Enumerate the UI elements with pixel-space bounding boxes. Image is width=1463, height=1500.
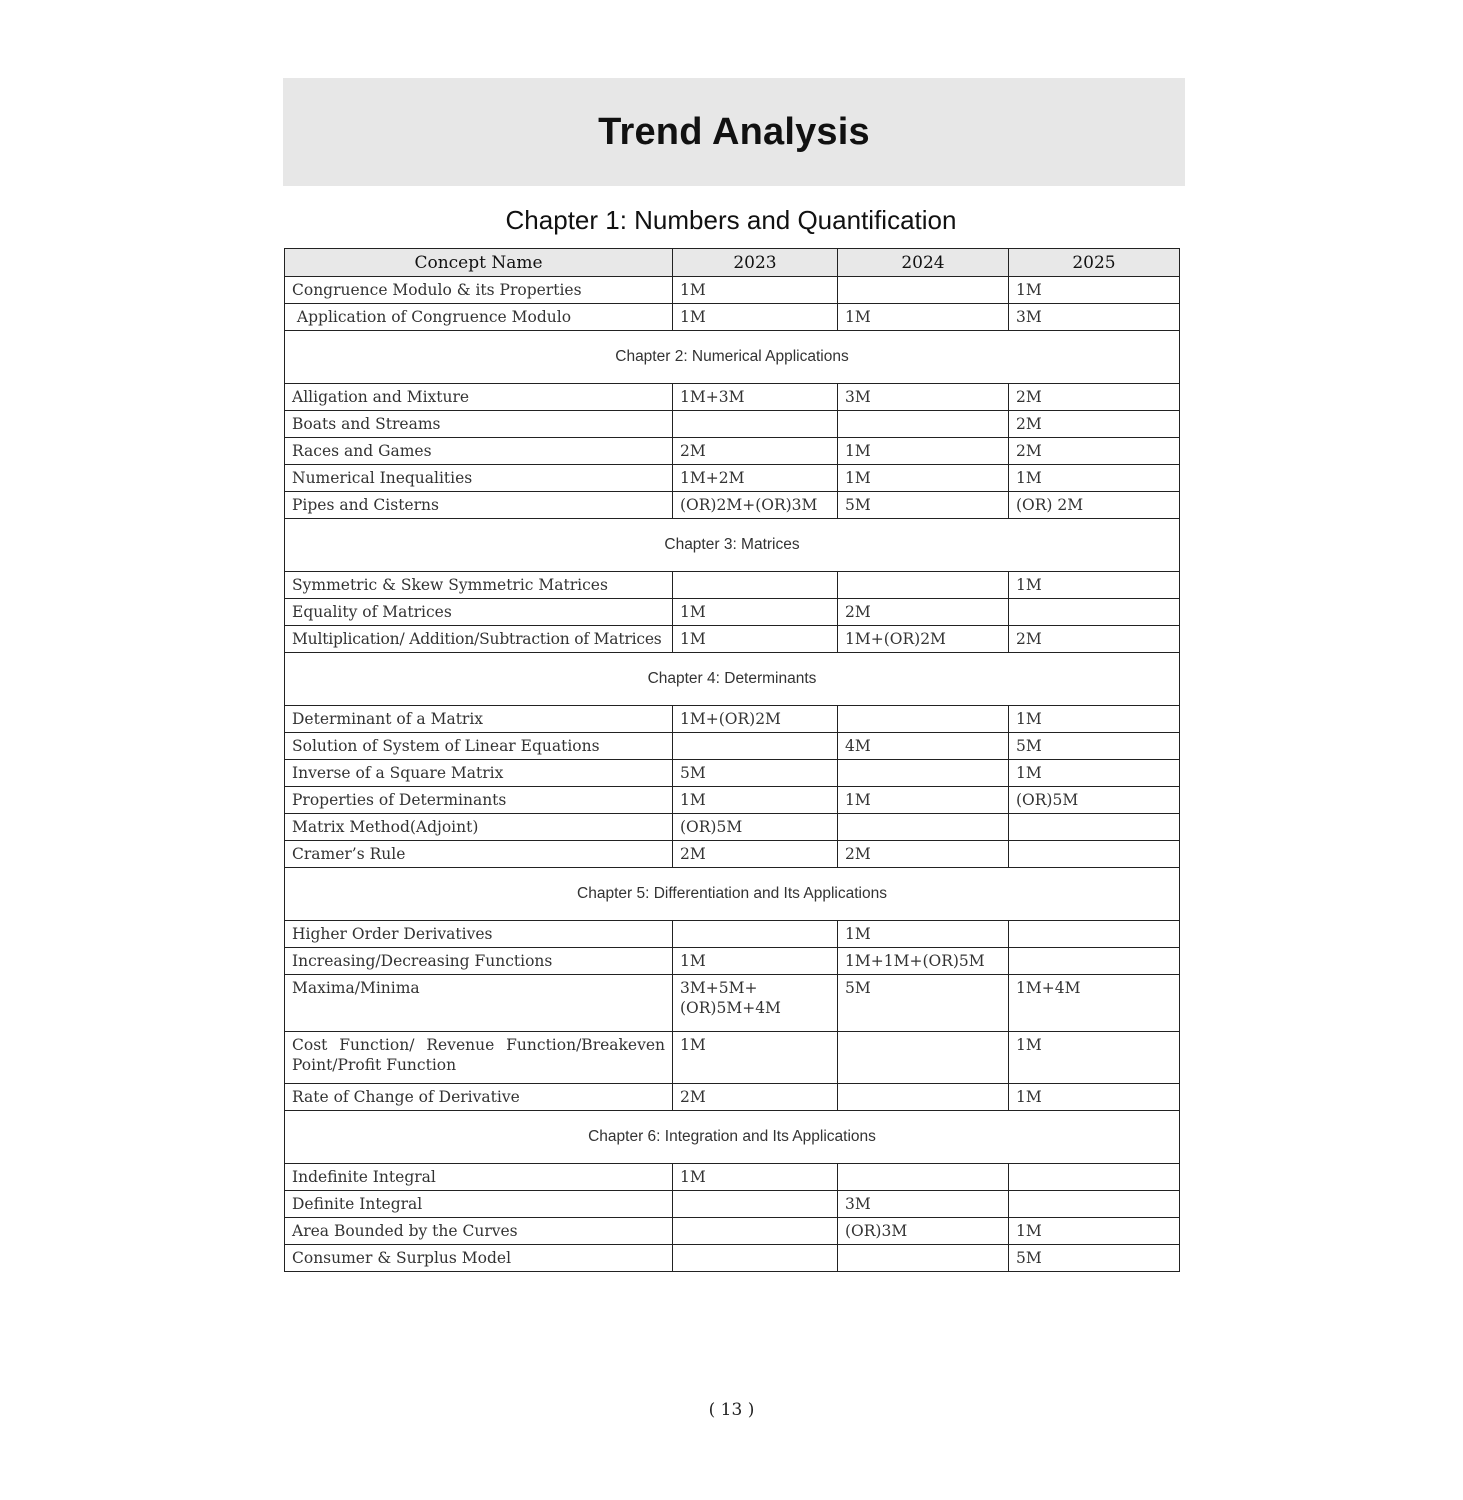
- concept-cell: Properties of Determinants: [285, 787, 673, 814]
- table-row: [285, 438, 1180, 465]
- table-row: [285, 921, 1180, 948]
- value-cell: [838, 1245, 1009, 1272]
- table-row: [285, 411, 1180, 438]
- value-cell: 2M: [838, 841, 1009, 868]
- value-cell: (OR) 2M: [1009, 492, 1180, 519]
- concept-cell: Area Bounded by the Curves: [285, 1218, 673, 1245]
- concept-cell: Equality of Matrices: [285, 599, 673, 626]
- concept-cell: Definite Integral: [285, 1191, 673, 1218]
- value-cell: [838, 706, 1009, 733]
- value-cell: 1M+1M+(OR)5M: [838, 948, 1009, 975]
- chapter-heading-row: [285, 1111, 1180, 1164]
- value-cell: 1M: [673, 787, 838, 814]
- value-cell: 1M: [673, 1164, 838, 1191]
- table-row: [285, 841, 1180, 868]
- value-cell: 1M: [838, 787, 1009, 814]
- value-cell: 1M: [838, 438, 1009, 465]
- value-cell: [673, 572, 838, 599]
- table-row: [285, 1084, 1180, 1111]
- value-cell: [838, 572, 1009, 599]
- concept-cell: Cost Function/ Revenue Function/Breakeven Point/Profit Function: [285, 1032, 673, 1084]
- value-cell: 3M+5M+ (OR)5M+4M: [673, 975, 838, 1032]
- table-row: [285, 465, 1180, 492]
- chapter-heading-row: [285, 519, 1180, 572]
- header-concept: Concept Name: [285, 249, 673, 277]
- concept-cell: Boats and Streams: [285, 411, 673, 438]
- value-cell: [673, 921, 838, 948]
- table-row: [285, 492, 1180, 519]
- value-cell: 1M+3M: [673, 384, 838, 411]
- page-title: Trend Analysis: [598, 110, 870, 153]
- value-cell: 1M+(OR)2M: [838, 626, 1009, 653]
- value-cell: (OR)5M: [673, 814, 838, 841]
- chapter-heading-row: [285, 331, 1180, 384]
- value-cell: 5M: [1009, 733, 1180, 760]
- value-cell: 2M: [1009, 384, 1180, 411]
- concept-cell: Symmetric & Skew Symmetric Matrices: [285, 572, 673, 599]
- concept-cell: Solution of System of Linear Equations: [285, 733, 673, 760]
- chapter-6-heading: Chapter 6: Integration and Its Applications: [285, 1111, 1180, 1164]
- table-row: [285, 1032, 1180, 1084]
- value-cell: 1M: [673, 277, 838, 304]
- table-row: [285, 787, 1180, 814]
- value-cell: [1009, 814, 1180, 841]
- value-cell: [673, 411, 838, 438]
- value-cell: 5M: [673, 760, 838, 787]
- header-2025: 2025: [1009, 249, 1180, 277]
- value-cell: [838, 411, 1009, 438]
- table-row: [285, 733, 1180, 760]
- chapter-2-heading: Chapter 2: Numerical Applications: [285, 331, 1180, 384]
- concept-cell: Alligation and Mixture: [285, 384, 673, 411]
- concept-cell: Cramer’s Rule: [285, 841, 673, 868]
- table-row: [285, 948, 1180, 975]
- value-cell: [1009, 948, 1180, 975]
- value-cell: 1M: [673, 599, 838, 626]
- page-number: ( 13 ): [708, 1400, 755, 1420]
- value-cell: 1M: [1009, 1032, 1180, 1084]
- value-cell: 5M: [838, 492, 1009, 519]
- concept-cell: Congruence Modulo & its Properties: [285, 277, 673, 304]
- concept-cell: Application of Congruence Modulo: [285, 304, 673, 331]
- concept-cell: Inverse of a Square Matrix: [285, 760, 673, 787]
- value-cell: 4M: [838, 733, 1009, 760]
- value-cell: [838, 814, 1009, 841]
- table-row: [285, 814, 1180, 841]
- title-banner: [283, 78, 1185, 186]
- header-2023: 2023: [673, 249, 838, 277]
- value-cell: 3M: [838, 1191, 1009, 1218]
- table-row: [285, 975, 1180, 1032]
- value-cell: 1M+4M: [1009, 975, 1180, 1032]
- concept-cell: Pipes and Cisterns: [285, 492, 673, 519]
- value-cell: (OR)2M+(OR)3M: [673, 492, 838, 519]
- value-cell: 1M: [673, 948, 838, 975]
- concept-cell: Races and Games: [285, 438, 673, 465]
- concept-cell: Higher Order Derivatives: [285, 921, 673, 948]
- value-cell: 1M: [838, 304, 1009, 331]
- concept-cell: Rate of Change of Derivative: [285, 1084, 673, 1111]
- value-cell: 1M+2M: [673, 465, 838, 492]
- header-row: [285, 249, 1180, 277]
- value-cell: 2M: [1009, 626, 1180, 653]
- value-cell: [838, 1084, 1009, 1111]
- value-cell: 1M: [1009, 1084, 1180, 1111]
- table-row: [285, 572, 1180, 599]
- value-cell: [673, 733, 838, 760]
- value-cell: 1M: [838, 921, 1009, 948]
- value-cell: [1009, 921, 1180, 948]
- value-cell: 2M: [1009, 438, 1180, 465]
- concept-cell: Indefinite Integral: [285, 1164, 673, 1191]
- value-cell: [838, 760, 1009, 787]
- value-cell: [1009, 599, 1180, 626]
- concept-cell: Increasing/Decreasing Functions: [285, 948, 673, 975]
- value-cell: (OR)3M: [838, 1218, 1009, 1245]
- value-cell: [673, 1191, 838, 1218]
- value-cell: 5M: [1009, 1245, 1180, 1272]
- chapter-heading-row: [285, 868, 1180, 921]
- table-row: [285, 277, 1180, 304]
- value-cell: 1M: [1009, 572, 1180, 599]
- value-cell: 1M: [1009, 706, 1180, 733]
- chapter-4-heading: Chapter 4: Determinants: [285, 653, 1180, 706]
- value-cell: 1M: [673, 304, 838, 331]
- value-cell: 2M: [838, 599, 1009, 626]
- value-cell: 2M: [1009, 411, 1180, 438]
- table-row: [285, 1218, 1180, 1245]
- concept-cell: Numerical Inequalities: [285, 465, 673, 492]
- value-cell: 3M: [838, 384, 1009, 411]
- value-cell: (OR)5M: [1009, 787, 1180, 814]
- value-cell: [1009, 841, 1180, 868]
- trend-table: [284, 248, 1180, 1272]
- value-cell: 2M: [673, 841, 838, 868]
- value-cell: 1M: [1009, 1218, 1180, 1245]
- value-cell: [838, 1032, 1009, 1084]
- chapter-5-heading: Chapter 5: Differentiation and Its Applications: [285, 868, 1180, 921]
- concept-cell: Multiplication/ Addition/Subtraction of Matrices: [285, 626, 673, 653]
- value-cell: 1M: [1009, 760, 1180, 787]
- table-row: [285, 599, 1180, 626]
- table-row: [285, 384, 1180, 411]
- value-cell: 5M: [838, 975, 1009, 1032]
- value-cell: 2M: [673, 438, 838, 465]
- value-cell: 2M: [673, 1084, 838, 1111]
- chapter-heading-row: [285, 653, 1180, 706]
- header-2024: 2024: [838, 249, 1009, 277]
- chapter-1-heading: Chapter 1: Numbers and Quantification: [505, 205, 957, 235]
- value-cell: 3M: [1009, 304, 1180, 331]
- value-cell: [673, 1218, 838, 1245]
- value-cell: 1M: [1009, 277, 1180, 304]
- table-row: [285, 1191, 1180, 1218]
- value-cell: 1M: [673, 626, 838, 653]
- table-row: [285, 304, 1180, 331]
- value-cell: [1009, 1164, 1180, 1191]
- value-cell: [838, 1164, 1009, 1191]
- value-cell: [838, 277, 1009, 304]
- table-row: [285, 760, 1180, 787]
- concept-cell: Consumer & Surplus Model: [285, 1245, 673, 1272]
- table-row: [285, 1245, 1180, 1272]
- table-row: [285, 706, 1180, 733]
- table-row: [285, 626, 1180, 653]
- concept-cell: Maxima/Minima: [285, 975, 673, 1032]
- value-cell: 1M: [673, 1032, 838, 1084]
- concept-cell: Determinant of a Matrix: [285, 706, 673, 733]
- value-cell: 1M: [1009, 465, 1180, 492]
- table-row: [285, 1164, 1180, 1191]
- concept-cell: Matrix Method(Adjoint): [285, 814, 673, 841]
- value-cell: 1M+(OR)2M: [673, 706, 838, 733]
- value-cell: 1M: [838, 465, 1009, 492]
- value-cell: [673, 1245, 838, 1272]
- chapter-3-heading: Chapter 3: Matrices: [285, 519, 1180, 572]
- value-cell: [1009, 1191, 1180, 1218]
